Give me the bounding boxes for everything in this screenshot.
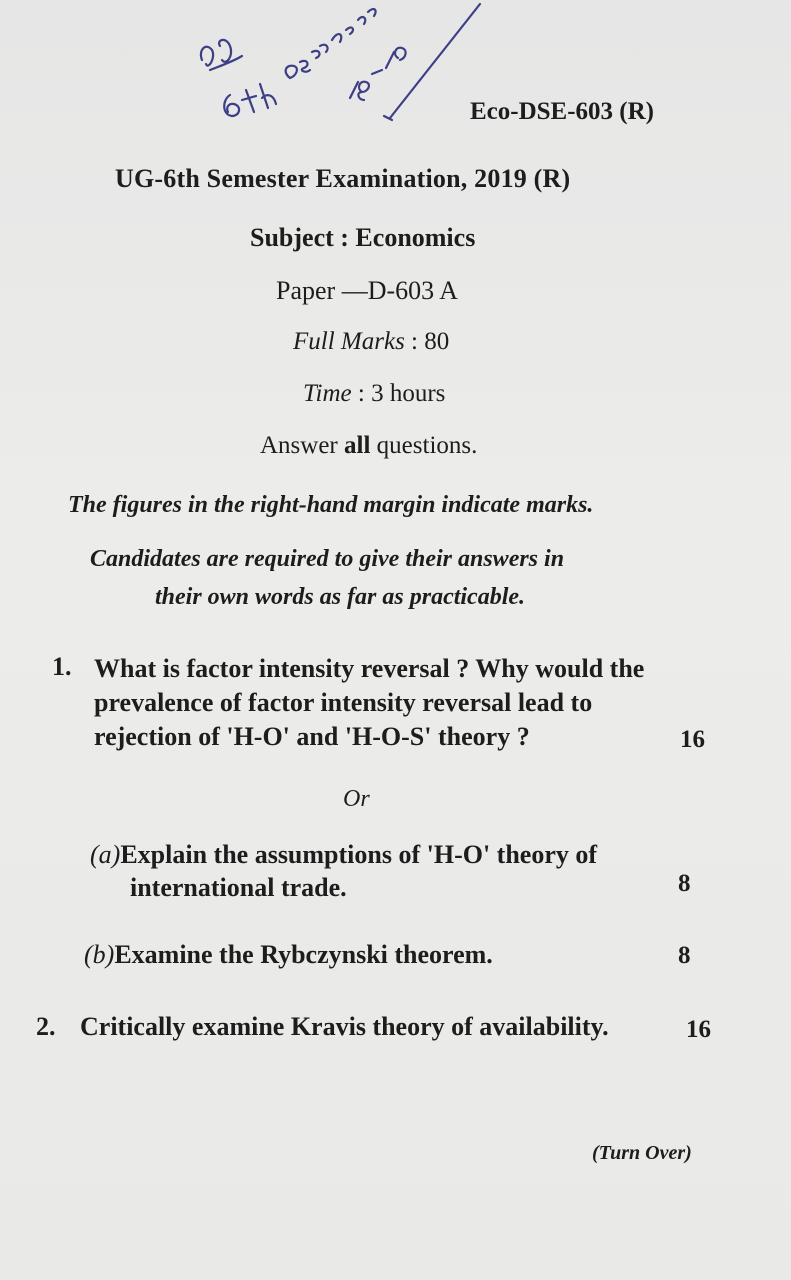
answer-pre: Answer <box>260 432 345 459</box>
time-allowed <box>303 380 445 408</box>
question-1-marks: 16 <box>680 726 705 753</box>
exam-title: UG-6th Semester Examination, 2019 (R) <box>115 164 571 193</box>
question-1b-marks: 8 <box>678 942 691 969</box>
question-1a-label: (a) <box>90 840 121 869</box>
time-value: : 3 hours <box>357 380 446 407</box>
subject-line: Subject : Economics <box>250 223 476 252</box>
paper-code: Eco-DSE-603 (R) <box>470 98 655 125</box>
question-1b-text: Examine the Rybczynski theorem. <box>114 940 493 969</box>
question-1-text: What is factor intensity reversal ? Why would the prevalence of factor intensity reversal lead to rejection of 'H-O' and 'H-O-S' theory ? <box>94 654 645 751</box>
question-1b-label: (b) <box>84 940 115 969</box>
marks-instruction: The figures in the right-hand margin indicate marks. <box>68 492 594 518</box>
full-marks-value: : 80 <box>411 328 450 355</box>
full-marks-label: Full Marks <box>293 328 405 355</box>
candidates-instruction-line2: their own words as far as practicable. <box>155 584 526 610</box>
answer-post: questions. <box>370 432 478 459</box>
full-marks <box>293 328 449 356</box>
question-2-number: 2. <box>36 1012 56 1041</box>
paper-line: Paper —D-603 A <box>276 276 458 305</box>
or-separator: Or <box>343 786 370 812</box>
candidates-instruction-line1: Candidates are required to give their answers in <box>90 546 565 572</box>
turn-over-note: (Turn Over) <box>592 1142 692 1164</box>
question-2-marks: 16 <box>686 1016 711 1043</box>
question-1b <box>84 940 493 970</box>
question-1a-marks: 8 <box>678 870 691 897</box>
time-label: Time <box>303 380 352 407</box>
question-1-number: 1. <box>52 652 72 681</box>
answer-all: all <box>344 432 371 459</box>
question-1a <box>90 838 680 904</box>
question-2-text: Critically examine Kravis theory of availability. <box>80 1012 609 1041</box>
question-1a-line2: international trade. <box>130 873 347 902</box>
answer-instruction <box>260 432 477 460</box>
question-1a-line1: Explain the assumptions of 'H-O' theory of <box>120 840 598 869</box>
